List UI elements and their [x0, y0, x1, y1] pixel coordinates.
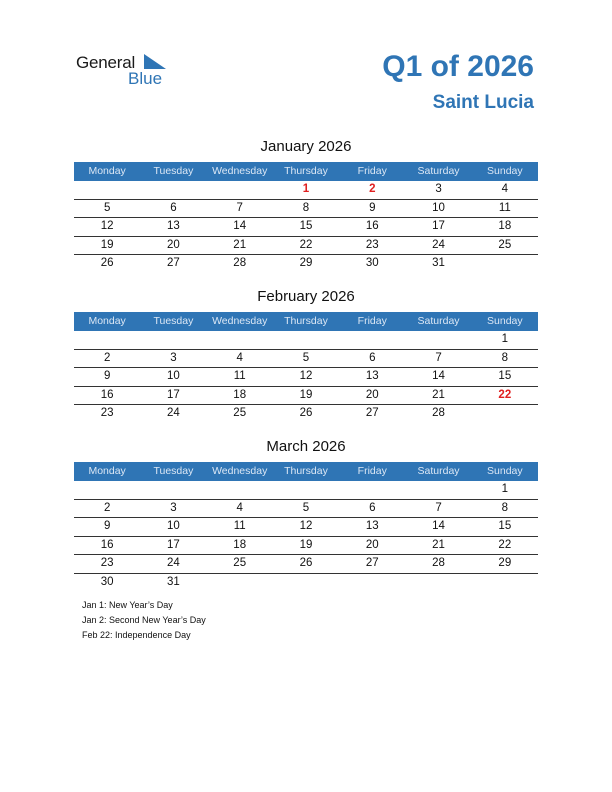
holiday-note: Jan 1: New Year’s Day: [82, 600, 173, 610]
weekday-name: Sunday: [487, 465, 523, 477]
week-row: [74, 350, 538, 369]
day-cell: 24: [167, 407, 180, 419]
day-cell: 2: [103, 351, 111, 364]
day-cell: 10: [432, 201, 445, 214]
month-title: February 2026: [257, 288, 355, 305]
day-cell: 6: [369, 351, 376, 364]
day-cell: 27: [365, 557, 379, 569]
day-cell: [405, 331, 471, 349]
day-cell: 28: [233, 257, 247, 269]
day-cell: 25: [233, 407, 247, 419]
week-row: [74, 537, 538, 556]
logo-text-general: General: [76, 53, 136, 72]
week-row: [74, 237, 538, 256]
day-cell: 23: [365, 238, 379, 251]
day-cell: 7: [435, 351, 442, 364]
day-cell: 31: [167, 575, 180, 588]
weekday-name: Saturday: [417, 465, 460, 477]
day-cell: 7: [435, 501, 442, 514]
day-cell: 21: [233, 238, 247, 251]
day-cell: 4: [236, 501, 243, 514]
day-cell: 13: [365, 520, 379, 532]
day-cell: 5: [302, 501, 310, 514]
day-cell: 3: [170, 501, 177, 514]
day-cell: 7: [236, 201, 243, 214]
day-cell: 21: [432, 538, 445, 551]
day-cell: 13: [167, 220, 180, 232]
week-row: [74, 368, 538, 387]
day-cell: [472, 255, 538, 273]
weekday-name: Tuesday: [153, 165, 194, 177]
day-cell: 31: [432, 257, 445, 269]
day-cell: 26: [299, 557, 313, 569]
day-cell: 29: [498, 557, 512, 569]
logo-text-blue: Blue: [128, 69, 163, 88]
day-cell: [405, 481, 471, 499]
day-cell: 28: [432, 407, 445, 419]
day-cell: 24: [167, 557, 180, 569]
day-cell: 21: [432, 388, 445, 401]
day-cell: [207, 181, 273, 199]
weekday-header: [74, 162, 538, 181]
weekday-name: Wednesday: [212, 165, 268, 177]
day-cell: 16: [365, 220, 379, 232]
month-calendar: [74, 136, 538, 273]
day-cell: 28: [432, 557, 445, 569]
day-cell: 3: [170, 351, 177, 364]
day-cell: 14: [432, 520, 445, 532]
month-calendar: [74, 436, 538, 591]
day-cell: 6: [170, 201, 177, 214]
day-cell: 19: [299, 538, 313, 551]
day-cell: [273, 574, 339, 592]
day-cell: 9: [103, 370, 111, 382]
day-cell: 30: [100, 575, 114, 588]
day-cell: 6: [369, 501, 376, 514]
day-cell: 18: [233, 388, 247, 401]
day-cell: [74, 181, 140, 199]
day-cell: 8: [501, 351, 509, 364]
day-cell: [339, 331, 405, 349]
day-cell: 14: [233, 220, 247, 232]
day-cell: 5: [302, 351, 310, 364]
day-cell: 15: [299, 220, 313, 232]
generalblue-logo: [76, 52, 176, 88]
holiday-day-cell: 2: [369, 183, 376, 195]
day-cell: 20: [365, 388, 379, 401]
week-row: [74, 331, 538, 350]
logo-triangle-icon: [144, 54, 166, 69]
day-cell: 16: [100, 388, 114, 401]
day-cell: 25: [233, 557, 247, 569]
day-cell: 15: [498, 520, 512, 532]
day-cell: 10: [167, 370, 180, 382]
month-calendar: [74, 286, 538, 423]
day-cell: 23: [100, 407, 114, 419]
day-cell: 13: [365, 370, 379, 382]
day-cell: 11: [498, 201, 511, 214]
week-row: [74, 387, 538, 406]
holiday-day-cell: 1: [302, 183, 310, 195]
day-cell: [472, 574, 538, 592]
week-row: [74, 218, 538, 237]
quarter-title: Q1 of 2026: [382, 50, 534, 83]
week-row: [74, 181, 538, 200]
holiday-notes: [82, 598, 206, 643]
weekday-name: Wednesday: [212, 465, 268, 477]
day-cell: [140, 331, 206, 349]
day-cell: 22: [498, 538, 512, 551]
day-cell: 27: [365, 407, 379, 419]
day-cell: [405, 574, 471, 592]
day-cell: 26: [100, 257, 114, 269]
weekday-name: Thursday: [284, 165, 328, 177]
week-row: [74, 518, 538, 537]
week-row: [74, 574, 538, 592]
weekday-name: Thursday: [284, 465, 328, 477]
day-cell: 29: [299, 257, 313, 269]
holiday-note: Jan 2: Second New Year’s Day: [82, 615, 206, 625]
weekday-name: Wednesday: [212, 315, 268, 327]
day-cell: 19: [100, 238, 114, 251]
day-cell: 23: [100, 557, 114, 569]
week-row: [74, 405, 538, 423]
day-cell: [472, 405, 538, 423]
weekday-name: Tuesday: [153, 315, 194, 327]
month-title: January 2026: [260, 138, 352, 155]
day-cell: [273, 331, 339, 349]
weekday-name: Friday: [357, 315, 387, 327]
day-cell: 9: [103, 520, 111, 532]
day-cell: 17: [167, 388, 180, 401]
day-cell: [207, 574, 273, 592]
day-cell: [339, 481, 405, 499]
day-cell: 8: [302, 201, 310, 214]
day-cell: 25: [498, 238, 512, 251]
weekday-header: [74, 312, 538, 331]
day-cell: 2: [103, 501, 111, 514]
day-cell: [273, 481, 339, 499]
day-cell: 17: [432, 220, 445, 232]
day-cell: 16: [100, 538, 114, 551]
day-cell: [207, 331, 273, 349]
week-row: [74, 481, 538, 500]
day-cell: 4: [501, 183, 509, 195]
weekday-name: Sunday: [487, 165, 523, 177]
day-cell: 19: [299, 388, 313, 401]
day-cell: 9: [369, 201, 376, 214]
day-cell: [339, 574, 405, 592]
day-cell: 15: [498, 370, 512, 382]
day-cell: 20: [365, 538, 379, 551]
day-cell: 1: [501, 483, 509, 495]
day-cell: 10: [167, 520, 180, 532]
day-cell: 1: [501, 333, 509, 345]
weekday-name: Monday: [88, 465, 126, 477]
day-cell: 5: [103, 201, 111, 214]
weekday-name: Friday: [357, 465, 387, 477]
week-row: [74, 555, 538, 574]
day-cell: [207, 481, 273, 499]
day-cell: 22: [299, 238, 313, 251]
day-cell: 14: [432, 370, 445, 382]
day-cell: 12: [299, 520, 313, 532]
week-row: [74, 255, 538, 273]
day-cell: 17: [167, 538, 180, 551]
day-cell: 3: [435, 183, 442, 195]
weekday-name: Monday: [88, 315, 126, 327]
day-cell: 4: [236, 351, 243, 364]
day-cell: [140, 181, 206, 199]
day-cell: 18: [498, 220, 512, 232]
weekday-name: Thursday: [284, 315, 328, 327]
week-row: [74, 500, 538, 519]
weekday-name: Tuesday: [153, 465, 194, 477]
day-cell: 8: [501, 501, 509, 514]
holiday-note: Feb 22: Independence Day: [82, 630, 191, 640]
day-cell: 18: [233, 538, 247, 551]
day-cell: [74, 481, 140, 499]
day-cell: 30: [365, 257, 379, 269]
day-cell: [140, 481, 206, 499]
day-cell: 11: [233, 370, 246, 382]
day-cell: 12: [100, 220, 114, 232]
day-cell: 11: [233, 520, 246, 532]
day-cell: 20: [167, 238, 180, 251]
weekday-name: Saturday: [417, 165, 460, 177]
day-cell: 27: [167, 257, 180, 269]
weekday-name: Sunday: [487, 315, 523, 327]
weekday-header: [74, 462, 538, 481]
day-cell: 26: [299, 407, 313, 419]
day-cell: 24: [432, 238, 445, 251]
day-cell: [74, 331, 140, 349]
weekday-name: Friday: [357, 165, 387, 177]
country-name: Saint Lucia: [432, 92, 534, 113]
day-cell: 12: [299, 370, 313, 382]
weekday-name: Saturday: [417, 315, 460, 327]
weekday-name: Monday: [88, 165, 126, 177]
week-row: [74, 200, 538, 219]
month-title: March 2026: [266, 438, 346, 455]
holiday-day-cell: 22: [498, 388, 512, 401]
